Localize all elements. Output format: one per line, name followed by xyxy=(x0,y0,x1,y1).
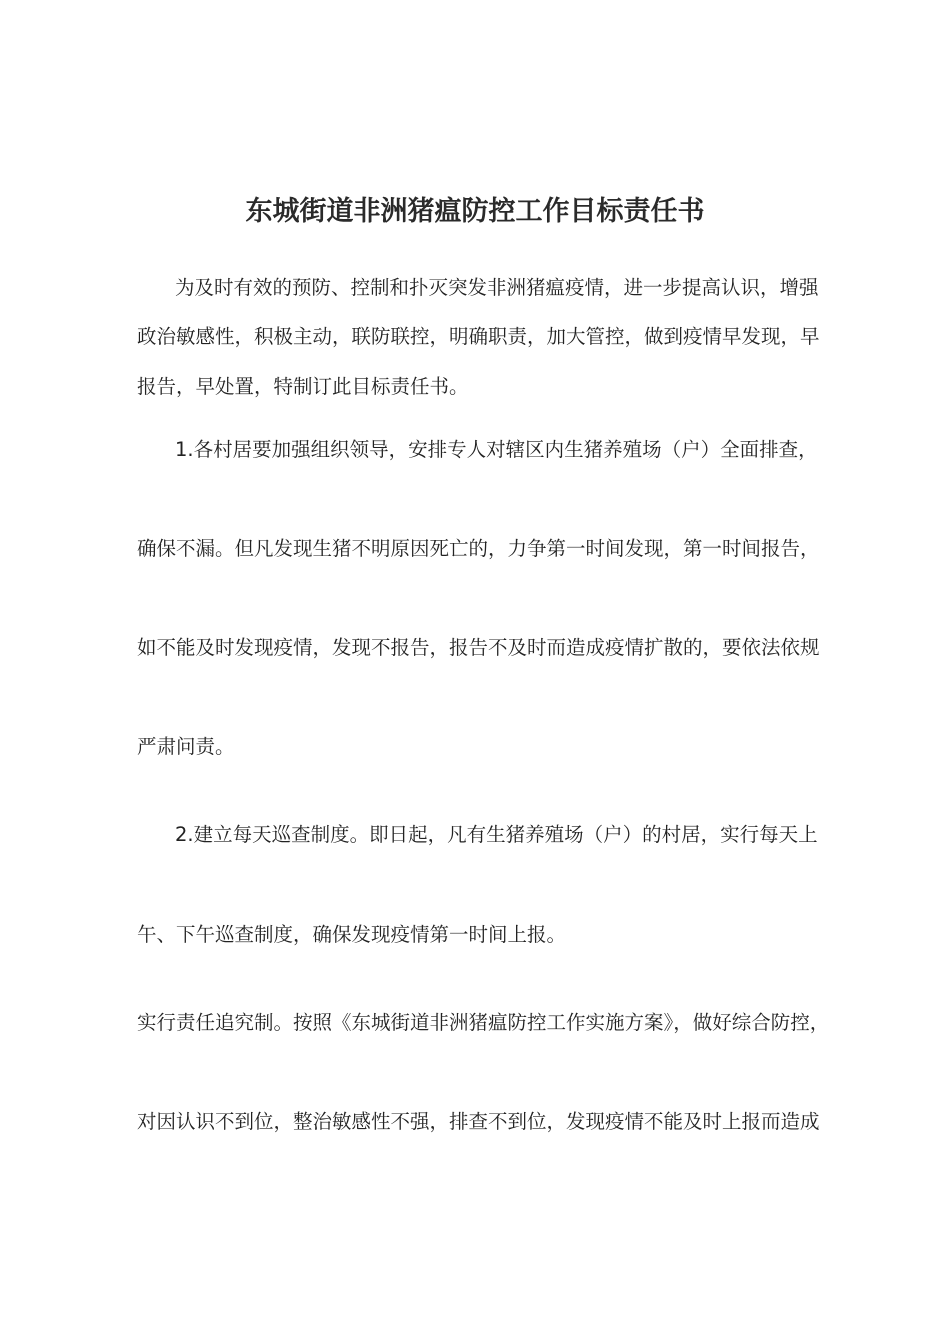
document-title: 东城街道非洲猪瘟防控工作目标责任书 xyxy=(245,196,705,227)
paragraph-line: 为及时有效的预防、控制和扑灭突发非洲猪瘟疫情，进一步提高认识，增强 xyxy=(175,276,819,299)
paragraph-line: 对因认识不到位，整治敏感性不强，排查不到位，发现疫情不能及时上报而造成 xyxy=(137,1110,820,1133)
paragraph-line: 如不能及时发现疫情，发现不报告，报告不及时而造成疫情扩散的，要依法依规 xyxy=(137,636,820,659)
paragraph-line: 午、下午巡查制度，确保发现疫情第一时间上报。 xyxy=(137,923,567,946)
paragraph-line: 报告，早处置，特制订此目标责任书。 xyxy=(137,375,469,398)
paragraph-line: 2.建立每天巡查制度。即日起，凡有生猪养殖场（户）的村居，实行每天上 xyxy=(175,823,818,846)
paragraph-line: 1.各村居要加强组织领导，安排专人对辖区内生猪养殖场（户）全面排查， xyxy=(175,438,818,461)
paragraph-line: 严肃问责。 xyxy=(137,735,235,758)
paragraph-line: 政治敏感性，积极主动，联防联控，明确职责，加大管控，做到疫情早发现，早 xyxy=(137,325,820,348)
paragraph-line: 实行责任追究制。按照《东城街道非洲猪瘟防控工作实施方案》，做好综合防控， xyxy=(137,1011,830,1034)
paragraph-line: 确保不漏。但凡发现生猪不明原因死亡的，力争第一时间发现，第一时间报告， xyxy=(137,537,820,560)
